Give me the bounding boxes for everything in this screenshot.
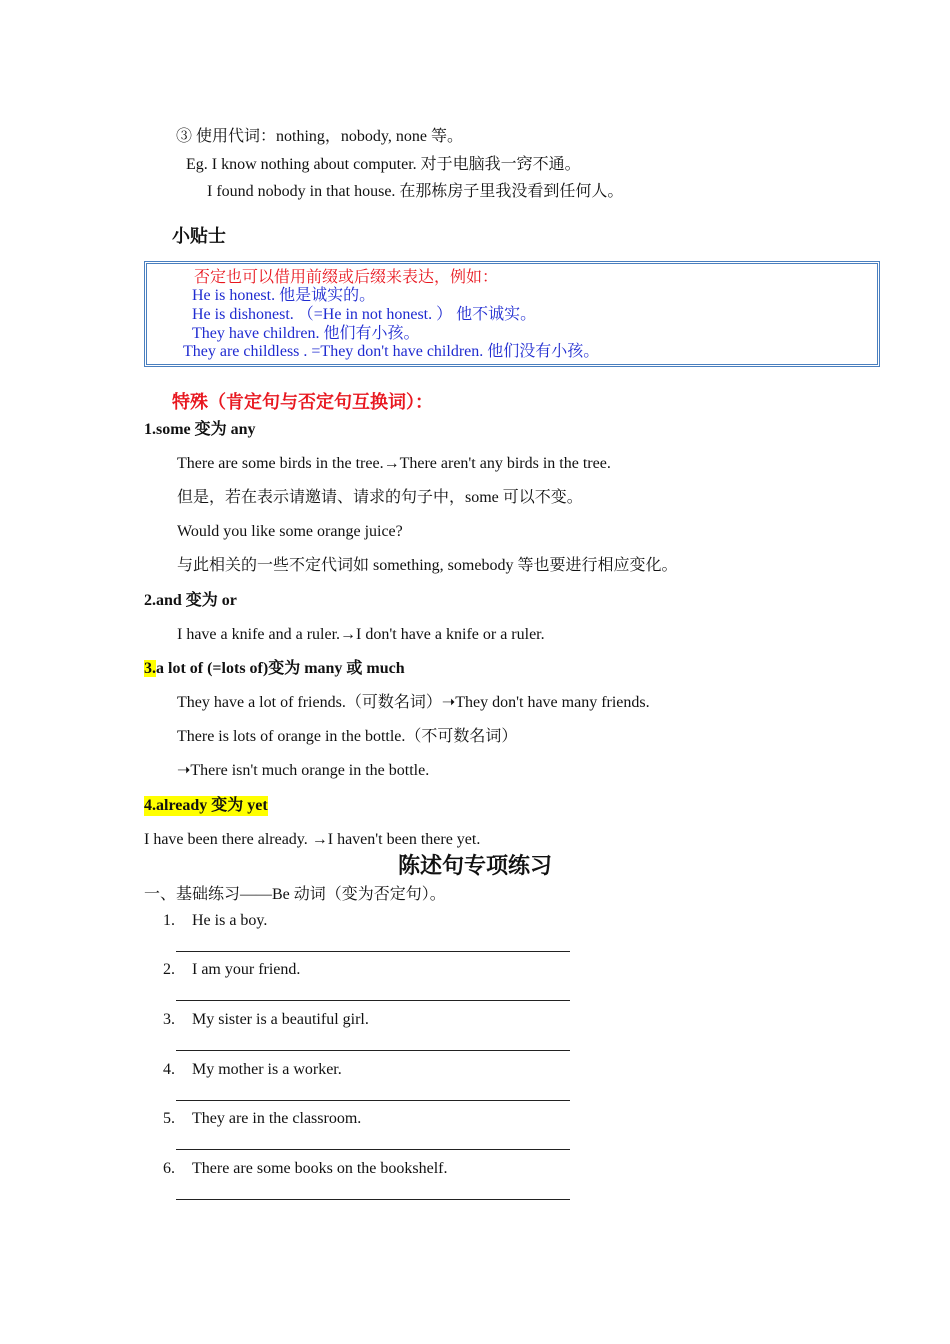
answer-line-1[interactable] — [176, 951, 570, 952]
question-4-number: 4. — [163, 1061, 175, 1078]
exercise-subtitle: 一、基础练习——Be 动词（变为否定句）。 — [144, 886, 446, 903]
section-3-line-3: ➝There isn't much orange in the bottle. — [177, 762, 430, 779]
tips-heading: 小贴士 — [172, 226, 226, 246]
question-3-text: My sister is a beautiful girl. — [192, 1011, 369, 1028]
question-5-number: 5. — [163, 1110, 175, 1127]
section-2-title — [144, 591, 237, 611]
section-1-line-2: 但是，若在表示请邀请、请求的句子中，some 可以不变。 — [177, 489, 583, 506]
example-2: I found nobody in that house. 在那栋房子里我没看到任何人。 — [207, 183, 624, 200]
question-4-text: My mother is a worker. — [192, 1061, 342, 1078]
rule-item-3: ③ 使用代词：nothing，nobody, none 等。 — [176, 128, 463, 145]
section-1-title — [144, 420, 256, 440]
question-3-number: 3. — [163, 1011, 175, 1028]
answer-line-3[interactable] — [176, 1050, 570, 1051]
section-3-line-2: There is lots of orange in the bottle.（不可数名词） — [177, 728, 518, 745]
special-heading: 特殊（肯定句与否定句互换词）： — [172, 392, 433, 412]
exercise-title: 陈述句专项练习 — [397, 853, 552, 878]
section-2-label: and 变为 or — [156, 592, 237, 609]
section-2-num: 2. — [144, 592, 156, 609]
question-6-text: There are some books on the bookshelf. — [192, 1160, 448, 1177]
question-5-text: They are in the classroom. — [192, 1110, 362, 1127]
section-3-title — [144, 659, 405, 679]
tips-box — [144, 261, 880, 367]
section-1-label: some 变为 any — [156, 421, 256, 438]
section-3-num: 3. — [144, 660, 156, 677]
question-1-number: 1. — [163, 912, 175, 929]
answer-line-5[interactable] — [176, 1149, 570, 1150]
tips-line-children: They have children. 他们有小孩。 — [192, 325, 420, 342]
section-1-line-3: Would you like some orange juice? — [177, 523, 403, 540]
section-1-num: 1. — [144, 421, 156, 438]
example-1: Eg. I know nothing about computer. 对于电脑我一窍不通。 — [186, 156, 581, 173]
section-2-line-1: I have a knife and a ruler.→I don't have a knife or a ruler. — [177, 626, 545, 643]
section-3-line-1: They have a lot of friends.（可数名词）➝They don't have many friends. — [177, 694, 650, 711]
section-4-title: 4.already 变为 yet — [144, 797, 268, 814]
tips-line-intro: 否定也可以借用前缀或后缀来表达，例如： — [194, 269, 499, 286]
question-2-number: 2. — [163, 961, 175, 978]
tips-line-dishonest: He is dishonest. （=He in not honest. ） 他不诚实。 — [192, 306, 537, 323]
section-4-line-1: I have been there already. →I haven't been there yet. — [144, 831, 481, 848]
question-6-number: 6. — [163, 1160, 175, 1177]
section-1-line-4: 与此相关的一些不定代词如 something, somebody 等也要进行相应变化。 — [177, 557, 678, 574]
question-2-text: I am your friend. — [192, 961, 301, 978]
section-3-label: a lot of (=lots of)变为 many 或 much — [156, 660, 405, 677]
tips-line-honest: He is honest. 他是诚实的。 — [192, 287, 376, 304]
section-1-line-1: There are some birds in the tree.→There aren't any birds in the tree. — [177, 455, 611, 472]
tips-line-childless: They are childless . =They don't have children. 他们没有小孩。 — [183, 343, 600, 360]
answer-line-6[interactable] — [176, 1199, 570, 1200]
question-1-text: He is a boy. — [192, 912, 268, 929]
answer-line-4[interactable] — [176, 1100, 570, 1101]
answer-line-2[interactable] — [176, 1000, 570, 1001]
